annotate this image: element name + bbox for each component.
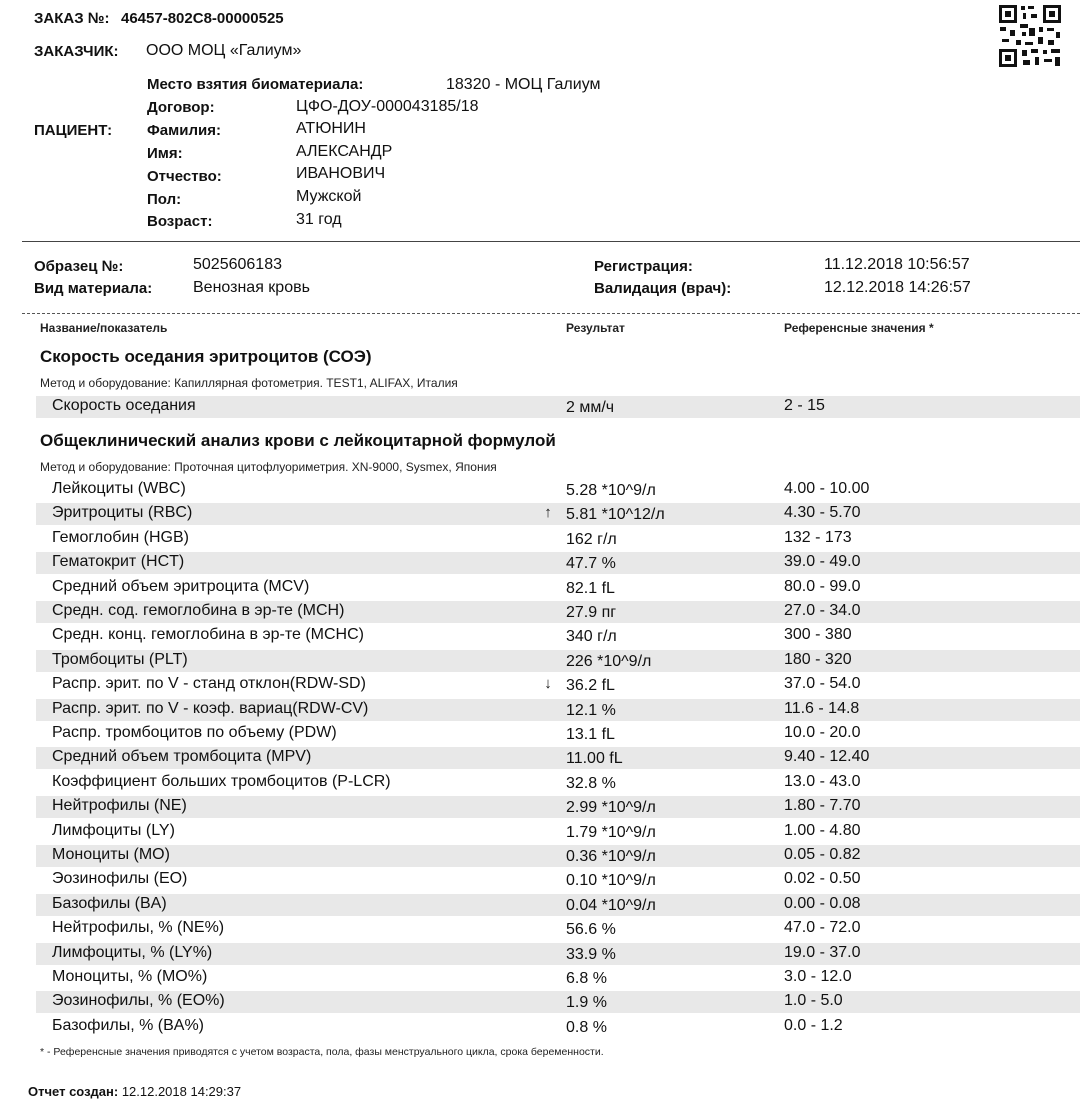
table-row (36, 601, 1080, 623)
section-method-esr: Метод и оборудование: Капиллярная фотометрия. TEST1, ALIFAX, Италия (40, 376, 458, 390)
result-name: Средн. конц. гемоглобина в эр-те (MCHC) (52, 626, 364, 644)
biomaterial-place-label: Место взятия биоматериала: (147, 76, 364, 93)
result-reference: 11.6 - 14.8 (784, 699, 860, 717)
result-name: Эритроциты (RBC) (52, 504, 193, 522)
result-name: Лейкоциты (WBC) (52, 480, 186, 497)
table-row (36, 577, 1080, 599)
result-value: 56.6 % (566, 921, 616, 939)
table-row (36, 503, 1080, 525)
result-name: Гематокрит (HCT) (52, 553, 185, 571)
table-row (36, 674, 1080, 696)
result-value: 36.2 fL (566, 677, 615, 695)
table-row (36, 918, 1080, 940)
result-name: Нейтрофилы, % (NE%) (52, 919, 225, 937)
result-value: 13.1 fL (566, 726, 615, 743)
result-name: Лимфоциты, % (LY%) (52, 943, 213, 961)
result-reference: 0.02 - 0.50 (784, 870, 861, 888)
result-name: Средн. сод. гемоглобина в эр-те (MCH) (52, 602, 345, 619)
result-value: 0.8 % (566, 1018, 607, 1036)
result-value: 0.36 *10^9/л (566, 848, 656, 865)
table-row (36, 479, 1080, 501)
result-value: 11.00 fL (566, 750, 623, 768)
result-value: 226 *10^9/л (566, 652, 652, 670)
result-reference: 1.80 - 7.70 (784, 797, 861, 815)
result-name: Эозинофилы (EO) (52, 870, 188, 888)
result-reference: 132 - 173 (784, 528, 852, 546)
contract-value: ЦФО-ДОУ-000043185/18 (296, 98, 479, 115)
result-value: 2.99 *10^9/л (566, 799, 656, 817)
table-row (36, 396, 1080, 418)
column-header-name: Название/показатель (40, 321, 168, 335)
result-name: Распр. тромбоцитов по объему (PDW) (52, 724, 337, 741)
result-name: Распр. эрит. по V - станд отклон(RDW-SD) (52, 675, 366, 693)
table-row (36, 625, 1080, 647)
result-name: Базофилы, % (BA%) (52, 1016, 204, 1034)
result-value: 47.7 % (566, 555, 616, 573)
table-row (36, 821, 1080, 843)
qr-code-icon (998, 4, 1062, 68)
result-name: Коэффициент больших тромбоцитов (P-LCR) (52, 772, 391, 790)
table-row (36, 1016, 1080, 1038)
dashed-separator (22, 313, 1080, 314)
result-name: Нейтрофилы (NE) (52, 797, 187, 815)
biomaterial-place-value: 18320 - МОЦ Галиум (446, 76, 601, 93)
table-row (36, 723, 1080, 745)
result-value: 6.8 % (566, 970, 607, 987)
result-value: 5.28 *10^9/л (566, 482, 656, 499)
sex-value: Мужской (296, 188, 362, 205)
footnote: * - Референсные значения приводятся с учетом возраста, пола, фазы менструального цикла, срока беременности. (40, 1046, 604, 1058)
result-reference: 2 - 15 (784, 397, 825, 414)
result-value: 12.1 % (566, 701, 616, 719)
registration-value: 11.12.2018 10:56:57 (824, 256, 970, 273)
result-name: Эозинофилы, % (EO%) (52, 992, 225, 1010)
table-row (36, 796, 1080, 818)
result-reference: 13.0 - 43.0 (784, 772, 861, 790)
result-reference: 0.00 - 0.08 (784, 894, 861, 912)
table-row (36, 772, 1080, 794)
report-created-value: 12.12.2018 14:29:37 (121, 1084, 242, 1099)
result-value: 162 г/л (566, 530, 617, 548)
material-label: Вид материала: (34, 280, 153, 297)
result-reference: 47.0 - 72.0 (784, 919, 861, 937)
result-value: 82.1 fL (566, 579, 615, 597)
result-reference: 80.0 - 99.0 (784, 577, 861, 595)
result-reference: 3.0 - 12.0 (784, 968, 852, 985)
result-value: 340 г/л (566, 628, 617, 646)
result-reference: 0.0 - 1.2 (784, 1016, 843, 1034)
table-row (36, 699, 1080, 721)
validation-value: 12.12.2018 14:26:57 (824, 279, 971, 296)
result-reference: 27.0 - 34.0 (784, 602, 861, 619)
result-value: 27.9 пг (566, 604, 617, 621)
result-name: Скорость оседания (52, 397, 196, 414)
material-value: Венозная кровь (193, 279, 310, 296)
table-row (36, 552, 1080, 574)
result-value: 1.9 % (566, 994, 607, 1012)
customer-name: ООО МОЦ «Галиум» (146, 42, 302, 59)
surname-label: Фамилия: (147, 122, 221, 139)
validation-label: Валидация (врач): (594, 280, 732, 297)
result-name: Лимфоциты (LY) (52, 821, 175, 839)
separator-line (22, 241, 1080, 242)
sample-number-value: 5025606183 (193, 256, 282, 273)
column-header-reference: Референсные значения * (784, 321, 934, 335)
column-header-result: Результат (566, 321, 625, 335)
result-reference: 4.30 - 5.70 (784, 504, 861, 522)
result-value: 2 мм/ч (566, 399, 615, 416)
patient-label: ПАЦИЕНТ: (34, 122, 113, 139)
age-value: 31 год (296, 211, 342, 228)
result-reference: 180 - 320 (784, 650, 852, 668)
result-reference: 9.40 - 12.40 (784, 748, 870, 766)
result-reference: 37.0 - 54.0 (784, 675, 861, 693)
result-name: Тромбоциты (PLT) (52, 650, 188, 668)
result-name: Базофилы (BA) (52, 894, 167, 912)
table-row (36, 967, 1080, 989)
table-row (36, 894, 1080, 916)
result-reference: 1.0 - 5.0 (784, 992, 843, 1010)
table-row (36, 650, 1080, 672)
surname-value: АТЮНИН (296, 120, 366, 137)
result-reference: 10.0 - 20.0 (784, 724, 861, 741)
result-reference: 1.00 - 4.80 (784, 821, 861, 839)
result-value: 5.81 *10^12/л (566, 506, 665, 524)
result-value: 1.79 *10^9/л (566, 823, 656, 841)
first-name-label: Имя: (147, 145, 183, 162)
patronymic-value: ИВАНОВИЧ (296, 165, 386, 182)
table-row (36, 869, 1080, 891)
order-number: 46457-802C8-00000525 (121, 10, 284, 27)
sex-label: Пол: (147, 191, 182, 208)
result-value: 32.8 % (566, 774, 616, 792)
result-reference: 4.00 - 10.00 (784, 480, 870, 497)
report-created (28, 1084, 241, 1099)
customer-label: ЗАКАЗЧИК: (34, 43, 119, 60)
result-name: Средний объем тромбоцита (MPV) (52, 748, 312, 766)
result-value: 33.9 % (566, 945, 616, 963)
result-flag: ↓ (544, 675, 552, 693)
result-reference: 39.0 - 49.0 (784, 553, 861, 571)
table-row (36, 845, 1080, 867)
result-name: Моноциты, % (MO%) (52, 968, 208, 985)
result-name: Распр. эрит. по V - коэф. вариац(RDW-CV) (52, 699, 369, 717)
first-name-value: АЛЕКСАНДР (296, 143, 393, 160)
result-name: Средний объем эритроцита (MCV) (52, 577, 310, 595)
table-row (36, 747, 1080, 769)
result-value: 0.04 *10^9/л (566, 896, 656, 914)
result-value: 0.10 *10^9/л (566, 872, 656, 890)
section-title-esr: Скорость оседания эритроцитов (СОЭ) (40, 347, 372, 366)
registration-label: Регистрация: (594, 258, 693, 275)
section-title-cbc: Общеклинический анализ крови с лейкоцитарной формулой (40, 431, 556, 450)
result-reference: 300 - 380 (784, 626, 852, 644)
age-label: Возраст: (147, 213, 213, 230)
result-flag: ↑ (544, 504, 552, 522)
section-method-cbc: Метод и оборудование: Проточная цитофлуориметрия. XN-9000, Sysmex, Япония (40, 460, 497, 474)
table-row (36, 943, 1080, 965)
patronymic-label: Отчество: (147, 168, 222, 185)
result-name: Моноциты (MO) (52, 846, 170, 863)
result-reference: 0.05 - 0.82 (784, 846, 861, 863)
table-row (36, 991, 1080, 1013)
contract-label: Договор: (147, 99, 215, 116)
order-label: ЗАКАЗ №: (34, 10, 110, 27)
sample-number-label: Образец №: (34, 258, 124, 275)
table-row (36, 528, 1080, 550)
result-reference: 19.0 - 37.0 (784, 943, 861, 961)
result-name: Гемоглобин (HGB) (52, 528, 189, 546)
report-created-label: Отчет создан: (28, 1084, 119, 1099)
